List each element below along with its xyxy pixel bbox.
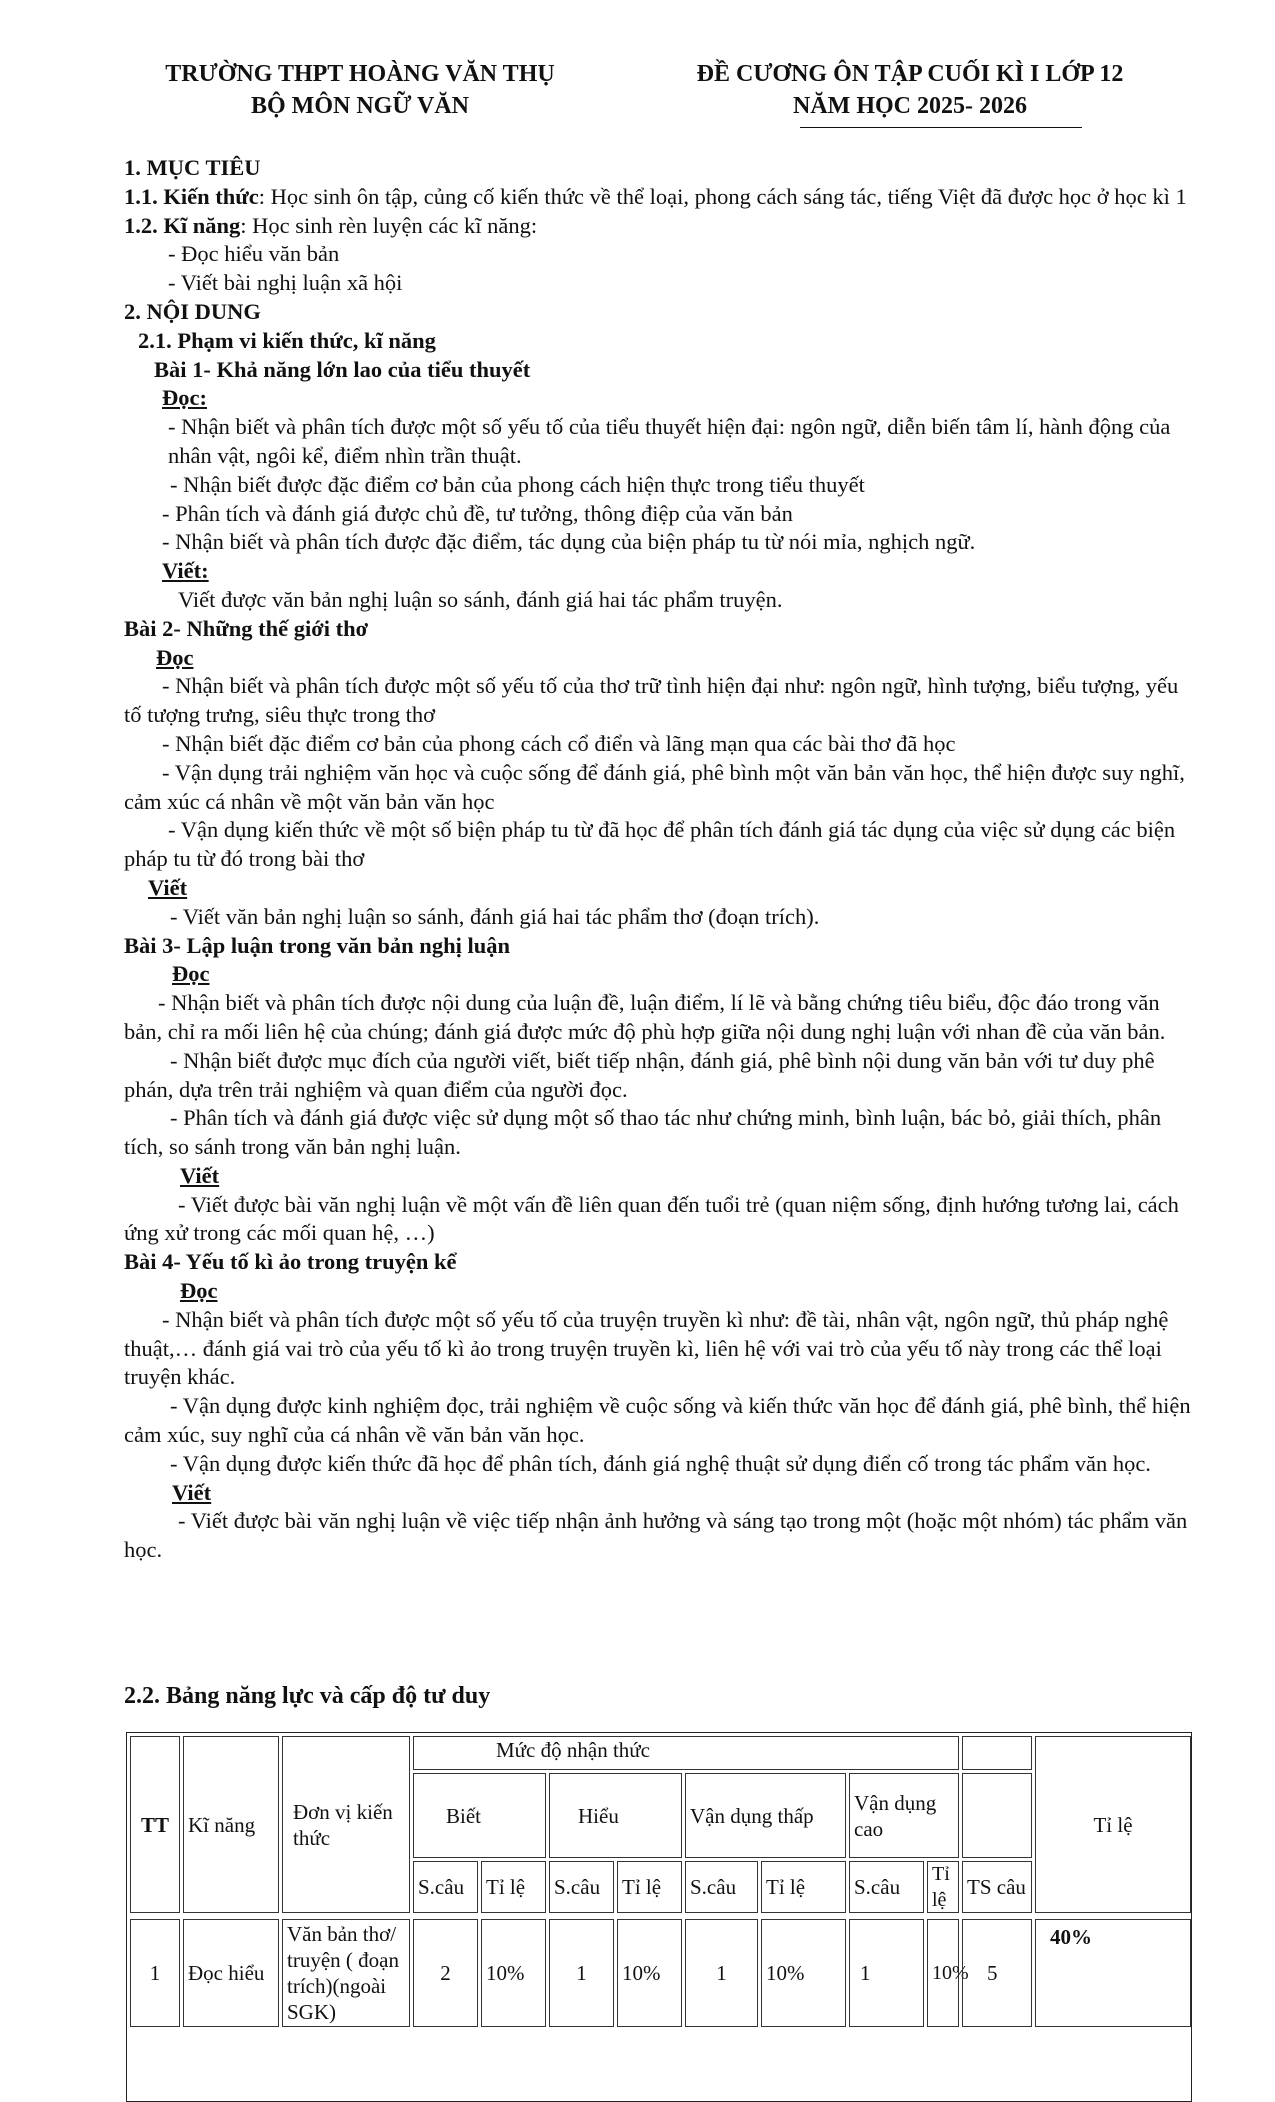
table-row-vdt-scau: 1 — [685, 1919, 758, 2027]
lesson4-read-label: Đọc — [180, 1278, 218, 1304]
lesson3-write-item: - Viết được bài văn nghị luận về một vấn đề liên quan đến tuổi trẻ (quan niệm sống, định hướng tương lai, cách ứng xử trong các mối quan hệ, …) — [124, 1191, 1179, 1246]
table-sub-tile: Tỉ lệ — [761, 1861, 846, 1913]
header-right — [640, 58, 1180, 122]
lesson4-title: Bài 4- Yếu tố kì ảo trong truyện kể — [124, 1249, 457, 1275]
document-header — [0, 58, 1275, 138]
school-name: TRƯỜNG THPT HOÀNG VĂN THỤ — [165, 61, 555, 87]
lesson4-read-item: - Vận dụng được kiến thức đã học để phân tích, đánh giá nghệ thuật sử dụng điển cố trong tác phẩm văn học. — [170, 1450, 1151, 1476]
lesson1-read-item: - Nhận biết được đặc điểm cơ bản của phong cách hiện thực trong tiểu thuyết — [170, 471, 865, 497]
lesson2-title: Bài 2- Những thế giới thơ — [124, 615, 369, 641]
table-header-unit: Đơn vị kiến thức — [282, 1736, 410, 1913]
scope-heading: 2.1. Phạm vi kiến thức, kĩ năng — [138, 327, 436, 353]
matrix-heading: 2.2. Bảng năng lực và cấp độ tư duy — [124, 1683, 491, 1709]
knowledge-text: : Học sinh ôn tập, củng cố kiến thức về thể loại, phong cách sáng tác, tiếng Việt đã được học ở học kì 1 — [258, 183, 1187, 209]
table-row-vdc-scau: 1 — [849, 1919, 924, 2027]
objectives-heading: 1. MỤC TIÊU — [124, 155, 261, 180]
header-left — [130, 58, 590, 122]
lesson2-read-label: Đọc — [156, 644, 194, 670]
table-header-ratio: Tỉ lệ — [1035, 1736, 1191, 1913]
table-header-skill: Kĩ năng — [183, 1736, 279, 1913]
lesson3-title: Bài 3- Lập luận trong văn bản nghị luận — [124, 932, 510, 958]
school-year: NĂM HỌC 2025- 2026 — [793, 93, 1027, 119]
lesson1-title: Bài 1- Khả năng lớn lao của tiểu thuyết — [154, 356, 531, 382]
table-sub-scau: S.câu — [413, 1861, 478, 1913]
table-level-hieu: Hiểu — [549, 1773, 682, 1858]
header-underline — [800, 127, 1082, 128]
table-sub-scau: S.câu — [685, 1861, 758, 1913]
table-row-skill: Đọc hiểu — [183, 1919, 279, 2027]
lesson1-write-label: Viết: — [162, 558, 209, 584]
lesson2-read-item: - Vận dụng trải nghiệm văn học và cuộc sống để đánh giá, phê bình một văn bản văn học, thể hiện được suy nghĩ, cảm xúc cá nhân về một văn bản văn học — [124, 759, 1185, 814]
table-row-biet-tile: 10% — [481, 1919, 546, 2027]
lesson2-write-item: - Viết văn bản nghị luận so sánh, đánh giá hai tác phẩm thơ (đoạn trích). — [170, 903, 820, 929]
table-row-tt: 1 — [130, 1919, 180, 2027]
table-sub-tile: Tỉ lệ — [927, 1861, 959, 1913]
competency-table — [126, 1732, 1192, 2102]
skills-paragraph — [124, 212, 1192, 241]
table-row-unit: Văn bản thơ/ truyện ( đoạn trích)(ngoài SGK) — [282, 1919, 410, 2027]
table-sub-scau: S.câu — [849, 1861, 924, 1913]
table-sub-tile: Tỉ lệ — [481, 1861, 546, 1913]
table-sub-scau: S.câu — [549, 1861, 614, 1913]
lesson4-write-label: Viết — [172, 1479, 212, 1505]
table-header-empty — [962, 1736, 1032, 1770]
lesson2-read-item: - Vận dụng kiến thức về một số biện pháp tu từ đã học để phân tích đánh giá tác dụng của việc sử dụng các biện pháp tu từ đó trong bài thơ — [124, 817, 1176, 872]
table-header-levels: Mức độ nhận thức — [413, 1736, 959, 1770]
table-sub-tscau: TS câu — [962, 1861, 1032, 1913]
lesson1-read-item: - Nhận biết và phân tích được một số yếu tố của tiểu thuyết hiện đại: ngôn ngữ, diễn biến tâm lí, hành động của nhân vật, ngôi kể, điểm nhìn trần thuật. — [168, 414, 1171, 468]
lesson1-read-item: - Phân tích và đánh giá được chủ đề, tư tưởng, thông điệp của văn bản — [162, 500, 793, 526]
table-level-vdt: Vận dụng thấp — [685, 1773, 846, 1858]
content-heading: 2. NỘI DUNG — [124, 298, 261, 324]
lesson4-read-item: - Nhận biết và phân tích được một số yếu tố của truyện truyền kì như: đề tài, nhân vật, ngôn ngữ, thủ pháp nghệ thuật,… đánh giá vai trò của yếu tố kì ảo trong truyện truyền kì, liên hệ với vai trò của yếu tố này trong các thể loại truyện khác. — [124, 1306, 1169, 1390]
table-row-vdc-tile: 10% — [927, 1919, 959, 2027]
document-body — [124, 154, 1192, 1565]
table-sub-tile: Tỉ lệ — [617, 1861, 682, 1913]
lesson2-write-label: Viết — [148, 874, 188, 900]
table-row-ts-cau: 5 — [962, 1919, 1032, 2027]
lesson3-read-item: - Phân tích và đánh giá được việc sử dụng một số thao tác như chứng minh, bình luận, bác bỏ, giải thích, phân tích, so sánh trong văn bản nghị luận. — [124, 1105, 1162, 1160]
table-row-vdt-tile: 10% — [761, 1919, 846, 2027]
table-row-ratio: 40% — [1035, 1919, 1191, 2027]
table-header-tt: TT — [130, 1736, 180, 1913]
table-level-vdc: Vận dụng cao — [849, 1773, 959, 1858]
lesson2-read-item: - Nhận biết đặc điểm cơ bản của phong cách cổ điển và lãng mạn qua các bài thơ đã học — [162, 730, 956, 756]
department-name: BỘ MÔN NGỮ VĂN — [251, 93, 469, 119]
lesson1-read-label: Đọc: — [162, 385, 207, 411]
lesson4-read-item: - Vận dụng được kinh nghiệm đọc, trải nghiệm về cuộc sống và kiến thức văn học để đánh giá, phê bình, thể hiện cảm xúc, suy nghĩ của cá nhân về văn bản văn học. — [124, 1393, 1191, 1448]
skill-item: - Đọc hiểu văn bản — [168, 241, 340, 267]
lesson3-read-label: Đọc — [172, 961, 210, 987]
lesson3-read-item: - Nhận biết và phân tích được nội dung của luận đề, luận điểm, lí lẽ và bằng chứng tiêu biểu, độc đáo trong văn bản, chỉ ra mối liên hệ của chúng; đánh giá được mức độ phù hợp giữa nội dung nghị luận với nhan đề của văn bản. — [124, 990, 1166, 1044]
lesson2-read-item: - Nhận biết và phân tích được một số yếu tố của thơ trữ tình hiện đại như: ngôn ngữ, hình tượng, biểu tượng, yếu tố tượng trưng, siêu thực trong thơ — [124, 673, 1179, 728]
skills-label: 1.2. Kĩ năng — [124, 212, 241, 238]
lesson1-read-item: - Nhận biết và phân tích được đặc điểm, tác dụng của biện pháp tu từ nói mỉa, nghịch ngữ. — [162, 529, 976, 555]
table-row-hieu-tile: 10% — [617, 1919, 682, 2027]
lesson1-write-item: Viết được văn bản nghị luận so sánh, đánh giá hai tác phẩm truyện. — [178, 586, 783, 612]
table-level-biet: Biết — [413, 1773, 546, 1858]
table-row-biet-scau: 2 — [413, 1919, 478, 2027]
document-title: ĐỀ CƯƠNG ÔN TẬP CUỐI KÌ I LỚP 12 — [696, 61, 1124, 87]
lesson3-read-item: - Nhận biết được mục đích của người viết, biết tiếp nhận, đánh giá, phê bình nội dung văn bản với tư duy phê phán, dựa trên trải nghiệm và quan điểm của người đọc. — [124, 1047, 1155, 1102]
table-level-empty — [962, 1773, 1032, 1858]
knowledge-label: 1.1. Kiến thức — [124, 183, 259, 209]
lesson3-write-label: Viết — [180, 1162, 220, 1188]
knowledge-paragraph — [124, 183, 1192, 212]
table-row-hieu-scau: 1 — [549, 1919, 614, 2027]
skills-text: : Học sinh rèn luyện các kĩ năng: — [240, 212, 538, 238]
lesson4-write-item: - Viết được bài văn nghị luận về việc tiếp nhận ảnh hưởng và sáng tạo trong một (hoặc một nhóm) tác phẩm văn học. — [124, 1508, 1188, 1563]
skill-item: - Viết bài nghị luận xã hội — [168, 270, 403, 296]
